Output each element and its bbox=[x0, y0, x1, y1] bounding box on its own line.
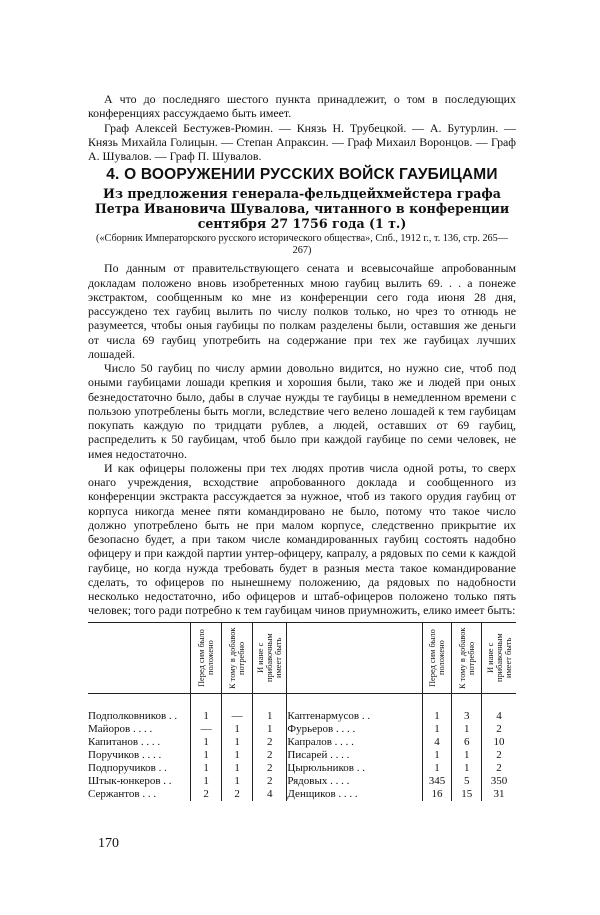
document-page bbox=[88, 92, 516, 801]
body-paragraph-1: По данным от правительствующего сената и всевысочайше апробованным докладам положено вновь изобретенных мною гаубиц вылить 69. . . а понеже экстрактом, сообщенным ко мне из конференции сего года июня 28 дня, рассуждено тех гаубиц вылить по числу полков только, но чрез то отнюдь не разумеется, чтобы оныя гаубицы по полкам разделены были, оставшия же деньги от числа 69 гаубиц употребить на содержание при тех же гаубицах лучших лошадей. bbox=[88, 261, 516, 361]
rank-name: Писарей . . . . bbox=[287, 749, 422, 762]
table-row bbox=[88, 723, 516, 736]
header-total-2: И иане с прибавочным имеет быть bbox=[485, 633, 513, 682]
cell-additional: 6 bbox=[452, 736, 482, 749]
cell-additional: 1 bbox=[452, 723, 482, 736]
cell-before: 1 bbox=[422, 723, 452, 736]
rank-name: Фурьеров . . . . bbox=[287, 723, 422, 736]
rank-name: Майоров . . . . bbox=[88, 722, 153, 735]
rank-name: Подпоручиков . . bbox=[88, 761, 167, 774]
cell-total: 31 bbox=[482, 788, 516, 801]
rank-name: Рядовых . . . . bbox=[287, 775, 422, 788]
cell-additional: 1 bbox=[452, 762, 482, 775]
body-paragraph-3: И как офицеры положены при тех людях против числа одной роты, то сверх онаго учреждения, всходствие апробованного доклада и сообщенного из конференции экстракта рассуждается за нужное, чтоб из такого орудия гаубиц от корпуса никогда менее пяти командировано не было, потому что такое число должно употреблено быть не при малом корпусе, следственно прикрытие их безопасно будет, а при таком числе командированных гаубиц состоять надобно офицеру и при каждой партии унтер-офицеру, капралу, а рядовых по семи к каждой гаубице, но когда нужда требовать будет в разныя места такое командирование сделать, то офицеров по нынешнему положению, да рядовых по надобности несколько недостаточно, ибо офицеров и штаб-офицеров положено только пять человек; того ради потребно к тем гаубицам чинов приумножить, елико имеет быть: bbox=[88, 460, 516, 618]
cell-total: 2 bbox=[253, 736, 287, 749]
rank-name: Подполковников . . bbox=[88, 709, 178, 722]
cell-additional: 1 bbox=[222, 775, 253, 788]
cell-additional: 1 bbox=[222, 736, 253, 749]
body-paragraph-2: Число 50 гаубиц по числу армии довольно видится, но нужно сие, чтоб под оными гаубицами лошади крепкия и хорошия были, тако же и людей при оных безнедостаточно было, дабы в случае нужды те гаубицы в немедленном времени с пользою употреблены быть могли, вследствие чего велено лошадей к тем гаубицам покупать каждую по тридцати рублев, а людей, оставших от 69 гаубиц, распределить к 50 гаубицам, чтоб было при каждой гаубице по семи человек, не имея недостаточно. bbox=[88, 361, 516, 461]
header-before: Перед сим было положено bbox=[197, 628, 216, 687]
table-row bbox=[88, 762, 516, 775]
cell-before: 1 bbox=[422, 749, 452, 762]
cell-additional: 15 bbox=[452, 788, 482, 801]
cell-total: 2 bbox=[482, 762, 516, 775]
cell-additional: 1 bbox=[452, 749, 482, 762]
cell-before: 2 bbox=[191, 788, 222, 801]
cell-before: 1 bbox=[191, 775, 222, 788]
intro-paragraph: А что до последняго шестого пункта принадлежит, о том в последующих конференциях рассуждаемо быть имеет. bbox=[88, 92, 516, 121]
header-before-2: Перед сим было положено bbox=[427, 628, 446, 687]
rank-name: Штык-юнкеров . . bbox=[88, 774, 172, 787]
rank-name: Поручиков . . . . bbox=[88, 748, 162, 761]
table-row bbox=[88, 693, 516, 723]
source-citation: («Сборник Императорского русского исторического общества», Спб., 1912 г., т. 136, стр. 265—267) bbox=[96, 233, 508, 257]
page-number: 170 bbox=[98, 836, 119, 851]
cell-total: 10 bbox=[482, 736, 516, 749]
cell-before: — bbox=[191, 723, 222, 736]
cell-total: 4 bbox=[482, 693, 516, 723]
table-header-row bbox=[88, 622, 516, 693]
cell-total: 350 bbox=[482, 775, 516, 788]
table-row bbox=[88, 736, 516, 749]
cell-before: 1 bbox=[191, 762, 222, 775]
header-additional: К тому в добавок потребно bbox=[228, 626, 247, 689]
cell-additional: 5 bbox=[452, 775, 482, 788]
cell-before: 1 bbox=[422, 693, 452, 723]
header-blank bbox=[88, 622, 191, 693]
rank-name: Капитанов . . . . bbox=[88, 735, 161, 748]
cell-total: 1 bbox=[253, 693, 287, 723]
cell-total: 2 bbox=[482, 749, 516, 762]
cell-additional: 1 bbox=[222, 762, 253, 775]
cell-additional: 2 bbox=[222, 788, 253, 801]
signatures-paragraph: Граф Алексей Бестужев-Рюмин. — Князь Н. Трубецкой. — А. Бутурлин. — Князь Михайла Голицын. — Степан Апраксин. — Граф Михаил Воронцов. — Граф А. Шувалов. — Граф П. Шувалов. bbox=[88, 120, 516, 163]
rank-name: Денщиков . . . . bbox=[287, 788, 422, 801]
cell-before: 1 bbox=[422, 762, 452, 775]
header-blank-2 bbox=[287, 622, 422, 693]
header-additional-2: К тому в добавок потребно bbox=[457, 626, 476, 689]
rank-name: Сержантов . . . bbox=[88, 787, 157, 800]
table-row bbox=[88, 788, 516, 801]
rank-name: Цырюльников . . bbox=[287, 762, 422, 775]
section-subtitle: Из предложения генерала-фельдцейхмейстера графа Петра Ивановича Шувалова, читанного в конференции сентября 27 1756 года (1 т.) bbox=[94, 186, 510, 232]
cell-before: 345 bbox=[422, 775, 452, 788]
table-row bbox=[88, 775, 516, 788]
cell-total: 1 bbox=[253, 723, 287, 736]
cell-total: 2 bbox=[253, 749, 287, 762]
cell-before: 1 bbox=[191, 736, 222, 749]
cell-before: 1 bbox=[191, 749, 222, 762]
header-total: И иане с прибавочным имеет быть bbox=[256, 633, 284, 682]
cell-before: 4 bbox=[422, 736, 452, 749]
cell-total: 2 bbox=[253, 762, 287, 775]
cell-additional: 3 bbox=[452, 693, 482, 723]
cell-total: 2 bbox=[253, 775, 287, 788]
ranks-table bbox=[88, 622, 516, 801]
cell-additional: — bbox=[222, 693, 253, 723]
rank-name: Каптенармусов . . bbox=[287, 693, 422, 723]
section-title: 4. О ВООРУЖЕНИИ РУССКИХ ВОЙСК ГАУБИЦАМИ bbox=[106, 166, 498, 184]
cell-before: 1 bbox=[191, 693, 222, 723]
cell-total: 2 bbox=[482, 723, 516, 736]
table-row bbox=[88, 749, 516, 762]
cell-before: 16 bbox=[422, 788, 452, 801]
cell-total: 4 bbox=[253, 788, 287, 801]
cell-additional: 1 bbox=[222, 723, 253, 736]
cell-additional: 1 bbox=[222, 749, 253, 762]
rank-name: Капралов . . . . bbox=[287, 736, 422, 749]
